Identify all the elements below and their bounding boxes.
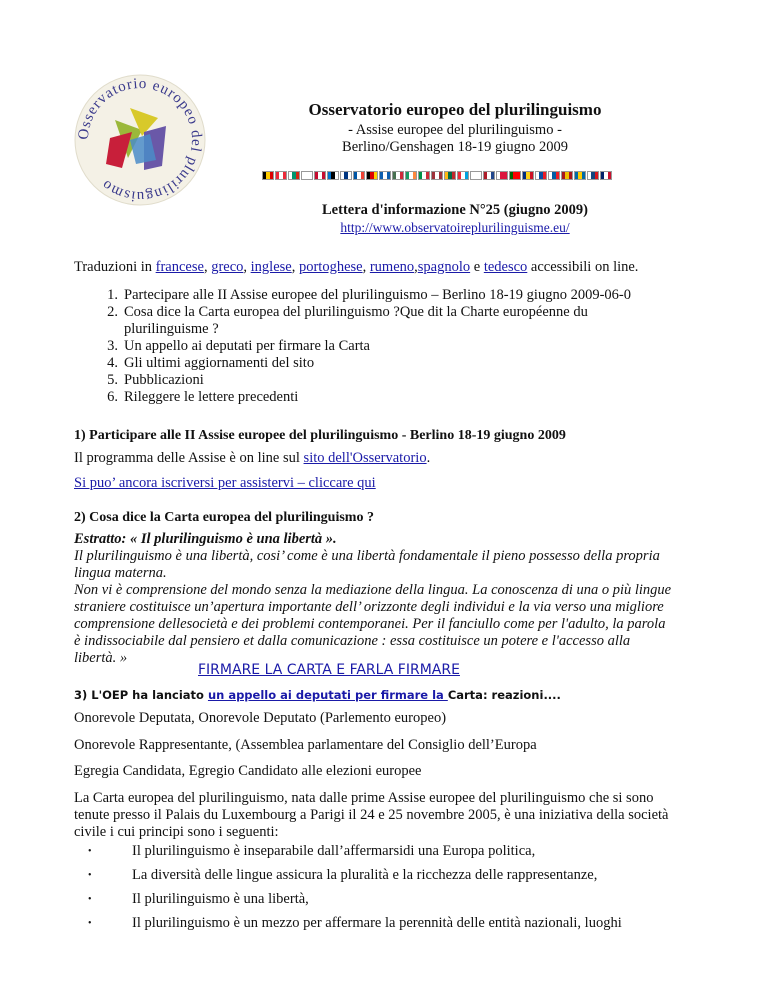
list-item: • Il plurilinguismo è inseparabile dall’affermarsidi una Europa politica, (74, 843, 754, 860)
page-title: Osservatorio europeo del plurilinguismo (308, 100, 602, 119)
flag-icon (392, 171, 404, 180)
translations-suffix: accessibili on line. (527, 259, 639, 275)
flag-icon (522, 171, 534, 180)
logo-ring-text: Osservatorio europeo del plurilinguismo (75, 75, 205, 205)
section-3-heading: 3) L'OEP ha lanciato un appello ai deputati per firmare la Carta: reazioni.... (74, 688, 561, 702)
bullet-glyph: • (88, 846, 92, 857)
eu-flags-row (262, 171, 612, 180)
flag-icon (535, 171, 547, 180)
observatory-site-link[interactable]: sito dell'Osservatorio (303, 450, 427, 466)
toc-item: 5. Pubblicazioni (107, 372, 204, 388)
section-1-body: Il programma delle Assise è on line sul sito dell'Osservatorio. (74, 450, 431, 466)
lang-link-french[interactable]: francese (155, 259, 204, 275)
flag-icon (314, 171, 326, 180)
flag-icon (457, 171, 469, 180)
flag-icon (444, 171, 456, 180)
principles-list (74, 843, 754, 939)
lang-link-portuguese[interactable]: portoghese (298, 259, 363, 275)
flag-icon (301, 171, 313, 180)
newsletter-title: Lettera d'informazione N°25 (giugno 2009) (322, 202, 588, 218)
charter-paragraph: La Carta europea del plurilinguismo, nata dalle prime Assise europee del plurilinguismo che si sono tenute presso il Palais du Luxembourg a Parigi il 24 e 25 novembre 2005, è una iniziativa della società civile i cui principi sono i seguenti: (74, 790, 669, 840)
flag-icon (366, 171, 378, 180)
appeal-deputies-link[interactable]: un appello ai deputati per firmare la (207, 688, 448, 702)
flag-icon (340, 171, 352, 180)
flag-icon (587, 171, 599, 180)
lang-link-english[interactable]: inglese (250, 259, 292, 275)
flag-icon (496, 171, 508, 180)
toc-item: 6. Rileggere le lettere precedenti (107, 389, 299, 405)
charter-quote: Il plurilinguismo è una libertà, cosi’ come è una libertà fondamentale il pieno possesso della propria lingua materna. Non vi è comprensione del mondo senza la mediazione della lingua. La conoscenza di una o più lingue straniere costituisce un’apertura importante dell’ orizzonte degli individui e la via verso una migliore comprensione dellesocietà e dei problemi contemporanei. Per il fanciullo come per l'adulto, la parola è indissociabile dal pensiero et dalla comunicazione : essa costituisce un potere e l'accesso alla libertà. » (74, 548, 672, 666)
subtitle-assise: - Assise europee del plurilinguismo - (348, 122, 562, 138)
bullet-glyph: • (88, 870, 92, 881)
list-item: • Il plurilinguismo è una libertà, (74, 891, 754, 908)
salutation-deputies: Onorevole Deputata, Onorevole Deputato (Parlemento europeo) (74, 710, 447, 726)
flag-icon (418, 171, 430, 180)
section-1-heading: 1) Participare alle II Assise europee del plurilinguismo - Berlino 18-19 giugno 2009 (74, 428, 566, 443)
register-link[interactable]: Si puo’ ancora iscriversi per assistervi – cliccare qui (74, 475, 376, 491)
flag-icon (574, 171, 586, 180)
register-line (74, 475, 754, 492)
flag-icon (600, 171, 612, 180)
extract-title: Estratto: « Il plurilinguismo è una libertà ». (74, 531, 337, 547)
flag-icon (379, 171, 391, 180)
flag-icon (275, 171, 287, 180)
observatory-logo (70, 70, 210, 210)
bullet-glyph: • (88, 894, 92, 905)
bullet-glyph: • (88, 918, 92, 929)
lang-link-greek[interactable]: greco (211, 259, 244, 275)
flag-icon (509, 171, 521, 180)
flag-icon (353, 171, 365, 180)
flag-icon (327, 171, 339, 180)
subtitle-location-date: Berlino/Genshagen 18-19 giugno 2009 (342, 139, 568, 155)
website-url (245, 220, 665, 236)
sign-charter-line (198, 662, 460, 678)
translations-prefix: Traduzioni in (74, 259, 156, 275)
flag-icon (561, 171, 573, 180)
sign-charter-link[interactable]: FIRMARE LA CARTA E FARLA FIRMARE (198, 662, 460, 678)
lang-link-german[interactable]: tedesco (483, 259, 528, 275)
lang-link-romanian[interactable]: rumeno (369, 259, 415, 275)
flag-icon (431, 171, 443, 180)
flag-icon (483, 171, 495, 180)
salutation-representatives: Onorevole Rappresentante, (Assemblea parlamentare del Consiglio dell’Europa (74, 737, 537, 753)
salutation-candidates: Egregia Candidata, Egregio Candidato alle elezioni europee (74, 763, 422, 779)
translations-line: Traduzioni in francese, greco, inglese, portoghese, rumeno,spagnolo e tedesco accessibili on line. (74, 259, 639, 275)
toc-item: 3. Un appello ai deputati per firmare la Carta (107, 338, 370, 354)
list-item: • La diversità delle lingue assicura la pluralità e la ricchezza delle rappresentanze, (74, 867, 754, 884)
toc-item: 2. Cosa dice la Carta europea del plurilinguismo ?Que dit la Charte européenne du plurilinguisme ? (107, 304, 588, 337)
table-of-contents (74, 287, 634, 406)
website-link[interactable]: http://www.observatoireplurilinguisme.eu/ (340, 220, 570, 235)
flag-icon (405, 171, 417, 180)
flag-icon (470, 171, 482, 180)
flag-icon (548, 171, 560, 180)
list-item: • Il plurilinguismo è un mezzo per affermare la perennità delle entità nazionali, luoghi (74, 915, 754, 932)
toc-item: 1. Partecipare alle II Assise europee del plurilinguismo – Berlino 18-19 giugno 2009-06-0 (107, 287, 631, 303)
flag-icon (262, 171, 274, 180)
flag-icon (288, 171, 300, 180)
lang-link-spanish[interactable]: spagnolo (417, 259, 471, 275)
toc-item: 4. Gli ultimi aggiornamenti del sito (107, 355, 315, 371)
section-2-heading: 2) Cosa dice la Carta europea del plurilinguismo ? (74, 510, 374, 525)
